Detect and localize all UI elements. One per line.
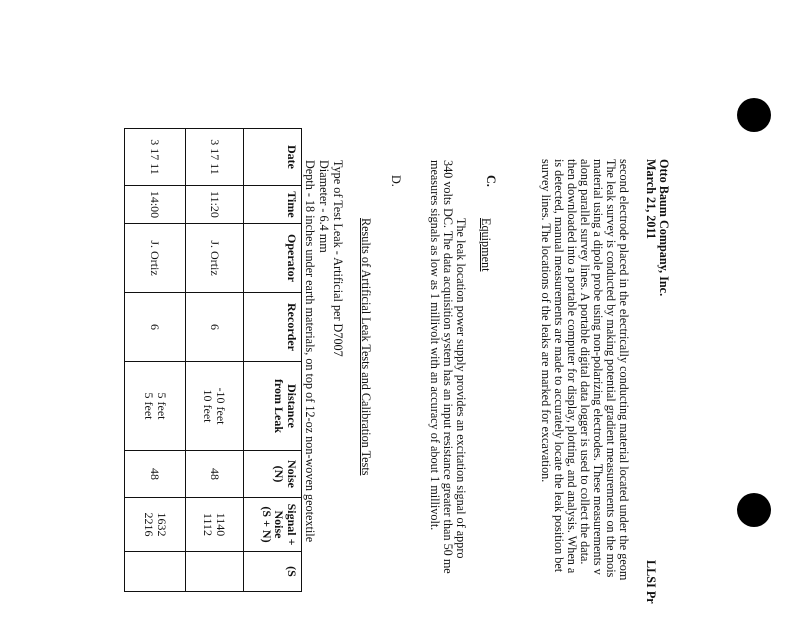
body-line: The leak survey is conducted by making potential gradient measurements on the mois [604, 159, 618, 578]
cell-signal: 1632 2216 [125, 498, 186, 552]
cell-recorder: 6 [186, 293, 244, 362]
cell-distance: -10 feet 10 feet [186, 362, 244, 451]
table-row [186, 129, 244, 592]
header-distance: Distance from Leak [244, 362, 302, 451]
cell-operator: J. Ortiz [186, 224, 244, 293]
header-operator: Operator [244, 224, 302, 293]
body-line: then downloaded into a portable computer for display, plotting, and analysis. When a [565, 159, 579, 574]
body-line: is detected, manual measurements are made to accurately locate the leak position bet [552, 159, 566, 573]
punch-hole [737, 98, 771, 132]
section-c-line: 340 volts DC. The data acquisition system has an input resistance greater than 50 me [441, 160, 455, 574]
cell-truncated [186, 552, 244, 592]
section-c-line: measures signals as low as 1 millivolt with an accuracy of about 1 millivolt. [428, 160, 442, 531]
cell-operator: J. Ortiz [125, 224, 186, 293]
company-name: Otto Baum Company, Inc. [657, 159, 671, 297]
cell-distance: 5 feet 5 feet [125, 362, 186, 451]
table-row [125, 129, 186, 592]
cell-noise: 48 [125, 451, 186, 498]
header-signal-noise: Signal + Noise (S + N) [244, 498, 302, 552]
cell-signal: 1140 1112 [186, 498, 244, 552]
section-d-letter: D. [389, 175, 403, 187]
test-leak-diameter: Diameter - 6.4 mm [317, 160, 331, 253]
results-table [124, 128, 302, 592]
cell-time: 11:20 [186, 186, 244, 224]
body-line: material using a dipole probe using non-polarizing electrodes. These measurements v [591, 159, 605, 575]
cell-date: 3 17 11 [125, 129, 186, 186]
body-line: survey lines. The locations of the leaks are marked for excavation. [539, 159, 553, 483]
header-truncated: (S [244, 552, 302, 592]
table-header-row [244, 129, 302, 592]
report-title: LLSI Pr [644, 560, 658, 604]
punch-hole [737, 493, 771, 527]
cell-recorder: 6 [125, 293, 186, 362]
body-line: along parallel survey lines. A portable digital data logger is used to collect the data. [578, 159, 592, 565]
header-recorder: Recorder [244, 293, 302, 362]
header-noise: Noise (N) [244, 451, 302, 498]
section-c-heading: Equipment [479, 218, 493, 272]
body-line: second electrode placed in the electrically conducting material located under the geom [617, 159, 631, 581]
section-d-heading: Results of Artificial Leak Tests and Calibration Tests [359, 218, 373, 476]
cell-noise: 48 [186, 451, 244, 498]
report-date: March 21, 2011 [644, 159, 658, 240]
cell-truncated [125, 552, 186, 592]
header-time: Time [244, 186, 302, 224]
header-date: Date [244, 129, 302, 186]
test-leak-depth: Depth - 18 inches under earth materials, on top of 12-oz non-woven geotextile [303, 160, 317, 543]
cell-date: 3 17 11 [186, 129, 244, 186]
test-leak-type: Type of Test Leak - Artificial per D7007 [331, 160, 345, 357]
section-c-line: The leak location power supply provides an excitation signal of appro [454, 218, 468, 559]
section-c-letter: C. [484, 175, 498, 187]
cell-time: 14:00 [125, 186, 186, 224]
